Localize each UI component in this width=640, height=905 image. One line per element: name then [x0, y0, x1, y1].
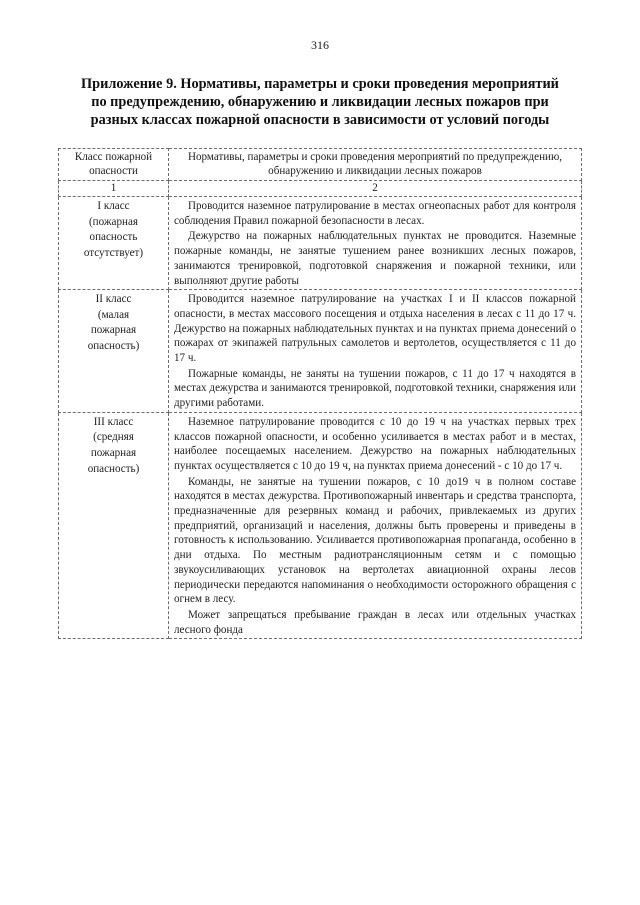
- measures-cell: [169, 197, 582, 290]
- column-number-row: [59, 181, 582, 197]
- title-line: разных классах пожарной опасности в зависимости от условий погоды: [90, 112, 550, 128]
- column-number: 1: [59, 181, 169, 197]
- fire-danger-norms-table: [58, 148, 582, 639]
- danger-class-cell: [59, 290, 169, 413]
- title-line: Приложение 9. Нормативы, параметры и сроки проведения мероприятий: [81, 76, 559, 92]
- class-line: отсутствует): [83, 246, 144, 259]
- measure-paragraph: Проводится наземное патрулирование в местах огнеопасных работ для контроля соблюдения Правил пожарной безопасности в лесах.: [174, 200, 576, 227]
- measure-paragraph: Может запрещаться пребывание граждан в лесах или отдельных участках лесного фонда: [174, 608, 576, 636]
- class-line: (малая: [97, 308, 130, 321]
- class-line: (средняя: [93, 431, 134, 444]
- class-line: опасность): [87, 340, 140, 352]
- document-title: [48, 75, 592, 129]
- measures-cell: [169, 290, 582, 413]
- measures-cell: [169, 412, 582, 639]
- danger-class-cell: [59, 412, 169, 639]
- class-line: II класс: [95, 293, 132, 306]
- title-line: по предупреждению, обнаружению и ликвидации лесных пожаров при: [91, 94, 549, 110]
- measure-paragraph: Дежурство на пожарных наблюдательных пунктах не проводится. Наземные пожарные команды, не занятые тушением ранее возникших лесных пожаров, занимаются тренировкой, подготовкой снаряжения и пожарной техники, или выполняют другие работы: [174, 230, 576, 287]
- class-line: III класс: [93, 415, 134, 428]
- class-line: опасность: [89, 231, 138, 244]
- table-row-class-3: [59, 412, 582, 639]
- class-line: пожарная: [90, 324, 137, 337]
- measure-paragraph: Пожарные команды, не заняты на тушении пожаров, с 11 до 17 ч находятся в местах дежурства и занимаются тренировкой, подготовкой техники, снаряжения или другими работами.: [174, 367, 576, 410]
- class-line: (пожарная: [88, 215, 138, 228]
- class-line: пожарная: [90, 447, 137, 460]
- table-header-row: [59, 149, 582, 181]
- column-number: 2: [169, 181, 582, 197]
- table-row-class-2: [59, 290, 582, 413]
- header-norms-column: Нормативы, параметры и сроки проведения мероприятий по предупреждению, обнаружению и ликвидации лесных пожаров: [169, 149, 582, 181]
- table-row-class-1: [59, 197, 582, 290]
- header-class-column: Класс пожарной опасности: [59, 149, 169, 181]
- class-line: I класс: [97, 200, 130, 212]
- measure-paragraph: Проводится наземное патрулирование на участках I и II классов пожарной опасности, в местах массового посещения и отдыха населения в лесах с 11 до 17 ч. Дежурство на пожарных наблюдательных пунктах и на пунктах приема донесений о пожарах от экипажей патрульных самолетов и вертолетов, осуществляется с 11 до 17 ч.: [174, 293, 576, 365]
- danger-class-cell: [59, 197, 169, 290]
- page-number: 316: [311, 38, 329, 52]
- measure-paragraph: Команды, не занятые на тушении пожаров, с 10 до19 ч в полном составе находятся в местах дежурства. Противопожарный инвентарь и средства транспорта, предназначенные для резервных команд и рабочих, привлекаемых из других предприятий, организаций и населения, должны быть проверены и приведены в готовность к использованию. Усиливается противопожарная пропаганда, особенно в дни отдыха. По местным радиотрансляционным сетям и с помощью звукоусиливающих установок на вертолетах авиационной охраны лесов периодически передаются напоминания о необходимости осторожного обращения с огнем в лесу.: [174, 475, 576, 606]
- measure-paragraph: Наземное патрулирование проводится с 10 до 19 ч на участках первых трех классов пожарной опасности, и особенно усиливается в местах работ и в местах, наиболее посещаемых населением. Дежурство на пожарных наблюдательных пунктах осуществляется с 10 до 19 ч, на пунктах приема донесений - с 10 до 17 ч.: [174, 415, 576, 472]
- class-line: опасность): [87, 462, 140, 475]
